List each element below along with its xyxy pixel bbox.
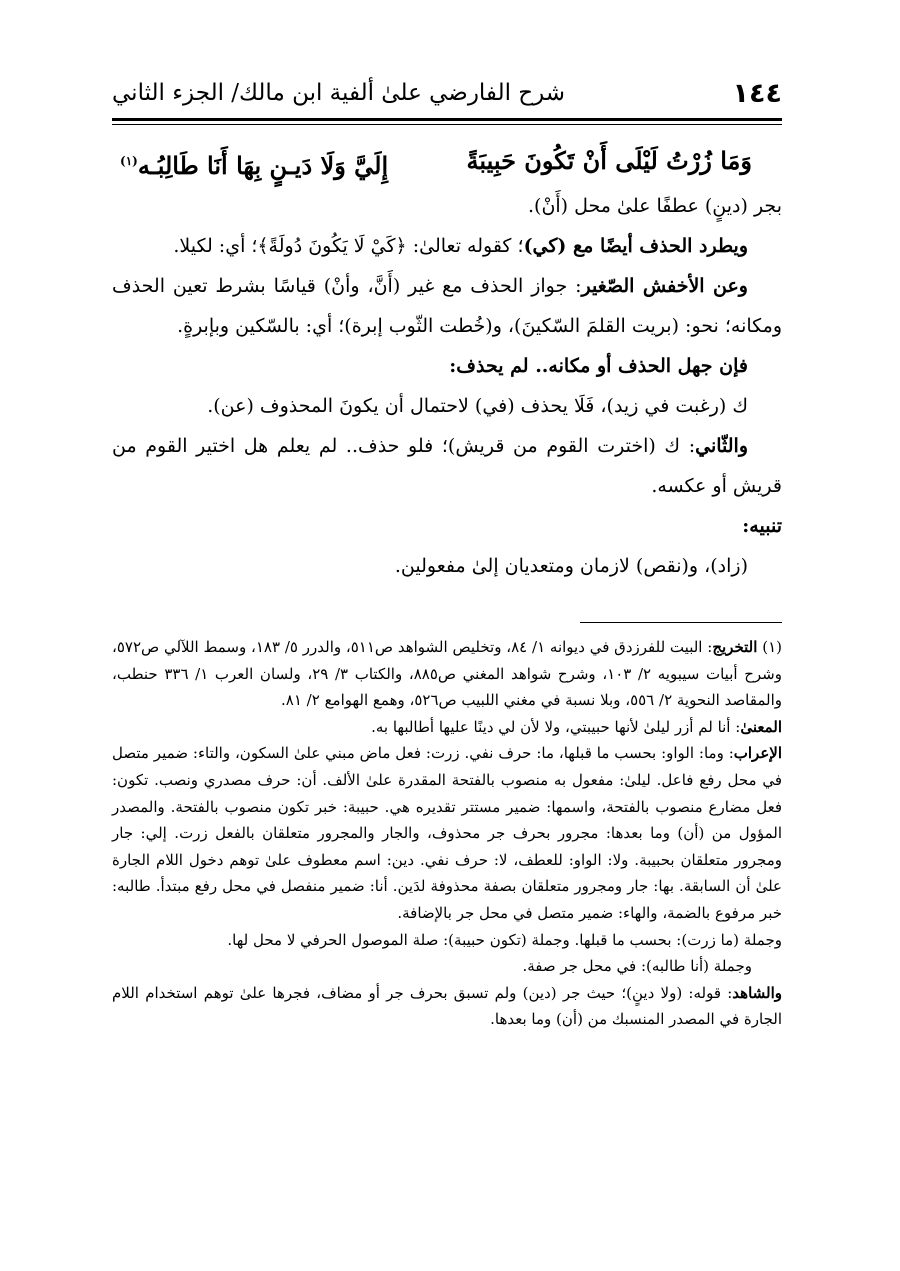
footnote-shahid — [112, 980, 782, 1033]
footnote-meaning — [112, 714, 782, 741]
paragraph-2 — [112, 226, 782, 266]
header-rule-thin — [112, 124, 782, 125]
header-rule-thick — [112, 118, 782, 121]
footnote-separator — [580, 622, 782, 623]
footnote-marker: (١) — [120, 154, 138, 168]
irab-text: : وما: الواو: بحسب ما قبلها، ما: حرف نفي. زرت: فعل ماض مبني علىٰ السكون، والتاء: ضمير متصل في محل رفع فاعل. ليلىٰ: مفعول به منصوب بالفتحة المقدرة علىٰ الألف. أن: حرف مصدري ونصب. تكون: فعل مضارع منصوب بالفتحة، واسمها: ضمير مستتر تقديره هي. حبيبة: خبر تكون منصوب بالفتحة. والمصدر المؤول من (أن) وما بعدها: مجرور بحرف جر محذوف، والجار والمجرور متعلقان بالفعل زرت. إلي: جار ومجرور متعلقان بحبيبة. ولا: الواو: للعطف، لا: حرف نفي. دين: اسم معطوف علىٰ توهم دخول اللام الجارة علىٰ أن السابقة. بها: جار ومجرور متعلقان بصفة محذوفة لدَين. أنا: ضمير منفصل في محل رفع مبتدأ. طالبه: خبر مرفوع بالضمة، والهاء: ضمير متصل في محل جر بالإضافة. — [112, 744, 782, 922]
page-number: ١٤٤ — [732, 78, 782, 109]
paragraph-6 — [112, 426, 782, 506]
verse-second-text: إِلَيَّ وَلَا دَيـنٍ بِهَا أَنَا طَالِبُـه — [137, 151, 389, 180]
paragraph-2-body: ؛ كقوله تعالىٰ: ﴿كَيْ لَا يَكُونَ دُولَةً﴾؛ أي: لكيلا. — [173, 235, 524, 257]
footnote-number: (١) — [762, 638, 782, 656]
irab-label: الإعراب — [733, 744, 782, 763]
main-text — [112, 136, 782, 586]
paragraph-3-lead: وعن الأخفش الصّغير — [581, 275, 748, 297]
paragraph-6-lead: والثّاني — [695, 435, 748, 457]
shahid-text: : قوله: (ولا دينٍ)؛ حيث جر (دين) ولم تسبق بحرف جر أو مضاف، فجرها علىٰ توهم استخدام اللام الجارة في المصدر المنسبك من (أن) وما بعدها. — [112, 983, 782, 1029]
verse-first-hemistich: وَمَا زُرْتُ لَيْلَى أَنْ تَكُونَ حَبِيبَةً — [466, 146, 752, 175]
paragraph-4-heading: فإن جهل الحذف أو مكانه.. لم يحذف: — [449, 355, 748, 377]
meaning-label: المعنىٰ — [740, 717, 782, 736]
paragraph-5: ك (رغبت في زيد)، فَلَا يحذف (في) لاحتمال أن يكونَ المحذوف (عن). — [207, 395, 748, 417]
paragraph-8: (زاد)، و(نقص) لازمان ومتعديان إلىٰ مفعولين. — [394, 555, 748, 577]
paragraph-2-lead: ويطرد الحذف أيضًا مع (كي) — [523, 235, 748, 257]
running-title: شرح الفارضي علىٰ ألفية ابن مالك/ الجزء الثاني — [112, 80, 566, 106]
section-heading-tanbih: تنبيه: — [742, 515, 782, 537]
takhrij-text: : البيت للفرزدق في ديوانه ١/ ٨٤، وتخليص الشواهد ص٥١١، والدرر ٥/ ١٨٣، وسمط اللآلي ص٥٧٢، وشرح أبيات سيبويه ٢/ ١٠٣، وشرح شواهد المغني ص٨٨٥، والكتاب ٣/ ٢٩، ولسان العرب ١/ ٣٣٦ حنطب، والمقاصد النحوية ٢/ ٥٥٦، وبلا نسبة في مغني اللبيب ص٥٢٦، وهمع الهوامع ٢/ ٨١. — [112, 638, 782, 710]
paragraph-1: بجر (دينٍ) عطفًا علىٰ محل (أَنْ). — [528, 195, 782, 217]
page-header — [112, 72, 782, 116]
footnotes — [112, 634, 782, 1033]
verse-second-hemistich — [120, 136, 388, 186]
paragraph-3 — [112, 266, 782, 346]
meaning-text: : أنا لم أزر ليلىٰ لأنها حبيبتي، ولا لأن لي دينًا عليها أطالبها به. — [371, 717, 741, 736]
footnote-jumla-2: وجملة (أنا طالبه): في محل جر صفة. — [522, 957, 752, 976]
paragraph-6-body: : ك (اخترت القوم من قريش)؛ فلو حذف.. لم يعلم هل اختير القوم من قريش أو عكسه. — [112, 435, 782, 497]
footnote-irab — [112, 740, 782, 926]
paragraph-3-body: : جواز الحذف مع غير (أَنَّ، وأنْ) قياسًا بشرط تعين الحذف ومكانه؛ نحو: (بريت القلمَ السّكينَ)، و(خُطت الثّوب إبرة)؛ أي: بالسّكين وبإبرةٍ. — [112, 275, 782, 337]
poetry-verse — [112, 136, 782, 186]
footnote-jumla-1: وجملة (ما زرت): بحسب ما قبلها. وجملة (تكون حبيبة): صلة الموصول الحرفي لا محل لها. — [227, 930, 782, 949]
shahid-label: والشاهد — [732, 983, 782, 1002]
footnote-takhrij — [112, 634, 782, 714]
takhrij-label: التخريج — [712, 638, 758, 656]
